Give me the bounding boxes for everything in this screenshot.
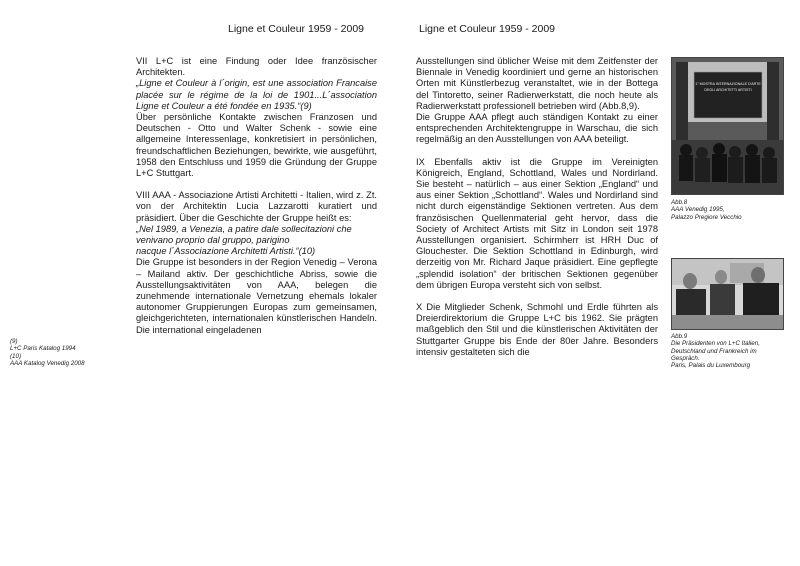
figure-9-caption: [671, 333, 791, 369]
exhibitions-paragraph: Ausstellungen sind üblicher Weise mit dem Zeitfenster der Biennale in Venedig koordiniert und gerne an historischen Orten mit Künstlerbezug veranstaltet, wie in der Bottega del Tintoretto, seiner Radierwerkstatt, die noch heute als Radierwerkstatt professionell betrieben wird (Abb.8,9).: [416, 56, 658, 111]
french-quote: „Ligne et Couleur à l´origin, est une association Francaise placée sur le régime de la loi de 1901...L´association Ligne et Couleur a été fondée en 1935.“(9): [136, 78, 377, 111]
section-viii-intro: VIII AAA - Associazione Artisti Architetti - Italien, wird z. Zt. von der Architektin Lucia Lazzarotti kuratiert und präsidiert. Über die Geschichte der Gruppe heißt es:: [136, 190, 377, 223]
figure-8-label: Abb.8: [671, 199, 688, 206]
warsaw-paragraph: Die Gruppe AAA pflegt auch ständigen Kontakt zu einer entsprechenden Architektengruppe in Warschau, die sich regelmäßig an den Ausstellungen von AAA beteiligt.: [416, 112, 658, 145]
figure-9-caption-line4: Gespräch.: [671, 354, 700, 362]
footnote-9-text: L+C Paris Katalog 1994: [10, 345, 76, 353]
figure-9-photo: [671, 258, 784, 330]
italian-quote-line1: „Nel 1989, a Venezia, a patire dale sollecitazioni che: [136, 223, 352, 234]
figure-9-caption-line3: Deutschland und Frankreich im: [671, 347, 757, 355]
footnote-10-marker: (10): [10, 352, 22, 360]
figure-8-caption: [671, 199, 786, 221]
section-vii-intro: VII L+C ist eine Findung oder Idee französischer Architekten.: [136, 56, 377, 78]
exhibition-banner-line2: DEGLI ARCHITETTI ARTISTI: [704, 88, 752, 92]
running-header-right: Ligne et Couleur 1959 - 2009: [419, 23, 556, 35]
right-text-column: [416, 56, 658, 358]
footnotes: [10, 338, 85, 367]
figure-9-caption-line2: Die Präsidenten von L+C Italien,: [671, 340, 760, 348]
section-ix: IX Ebenfalls aktiv ist die Gruppe im Vereinigten Königreich, England, Schottland, Wales und Nordirland. Sie besteht – natürlich – aus einer Sektion „England“ und aus einer Sektion „Schottland“. Wales und Nordirland sind nicht durch eigenständige Sektionen vertreten. Aus dem französischen Quellenmaterial geht hervor, dass die Society of Architect Artists mit Sitz in London seit 1978 Ausstellungen organisiert. Schirmherr ist HRH Duc of Glouchester. Die Sektion Schottland in Edinburgh, wird derzeitig von Mr. Richard Jaque präsidiert. Eine gepflegte „splendid isolation“ der britischen Sektionen gegenüber dem übrigen Europa versteht sich von selbst.: [416, 156, 658, 290]
exhibition-banner-line1: 1° MOSTRA INTERNAZIONALE D'ARTE: [695, 82, 761, 86]
footnote-9-marker: (9): [10, 338, 18, 345]
figure-9-label: Abb.9: [671, 333, 688, 340]
figure-8-caption-line3: Palazzo Pregiore Vecchio: [671, 213, 742, 221]
section-x: X Die Mitglieder Schenk, Schmohl und Erdle führten als Dreierdirektorium die Gruppe L+C bis 1962. Sie prägten maßgeblich den Stil und die künstlerischen Aktivitäten der Stuttgarter Gruppe bis Ende der 80er Jahre. Besonders intensiv gestalteten sich die: [416, 302, 658, 357]
left-text-column: [136, 56, 377, 336]
figure-8-caption-line2: AAA Venedig 1995,: [671, 206, 725, 214]
italian-quote-line2: venivano proprio dal gruppo, parigino: [136, 235, 290, 246]
section-viii-body: Die Gruppe ist besonders in der Region Venedig – Verona – Mailand aktiv. Der geschichtliche Abriss, sowie die Ausstellungsaktivitäten von AAA, belegen die zunehmende internationale Vernetzung ehemals lokaler autonomer Gruppierungen Europas zum gemeinsamen, gleichgerichteten, internationalen künstlerischen Handeln. Die international eingeladenen: [136, 257, 377, 335]
figure-9-caption-line5: Paris, Palais du Luxembourg: [671, 362, 751, 370]
figure-8-photo: [671, 57, 784, 195]
italian-quote-line3: nacque l´Associazione Architetti Artisti.“(10): [136, 246, 316, 257]
section-vii-body: Über persönliche Kontakte zwischen Franzosen und Deutschen - Otto und Walter Schenk - sowie eine allgemeine Interessenlage, konkretisiert in persönlichen, freundschaftlichen Beziehungen, bewirkte, wie ausgeführt, 1958 den Entschluss und 1959 die Gründung der Gruppe L+C Stuttgart.: [136, 112, 377, 179]
footnote-10-text: AAA Katalog Venedig 2008: [10, 359, 85, 367]
running-header-left: Ligne et Couleur 1959 - 2009: [228, 23, 365, 35]
